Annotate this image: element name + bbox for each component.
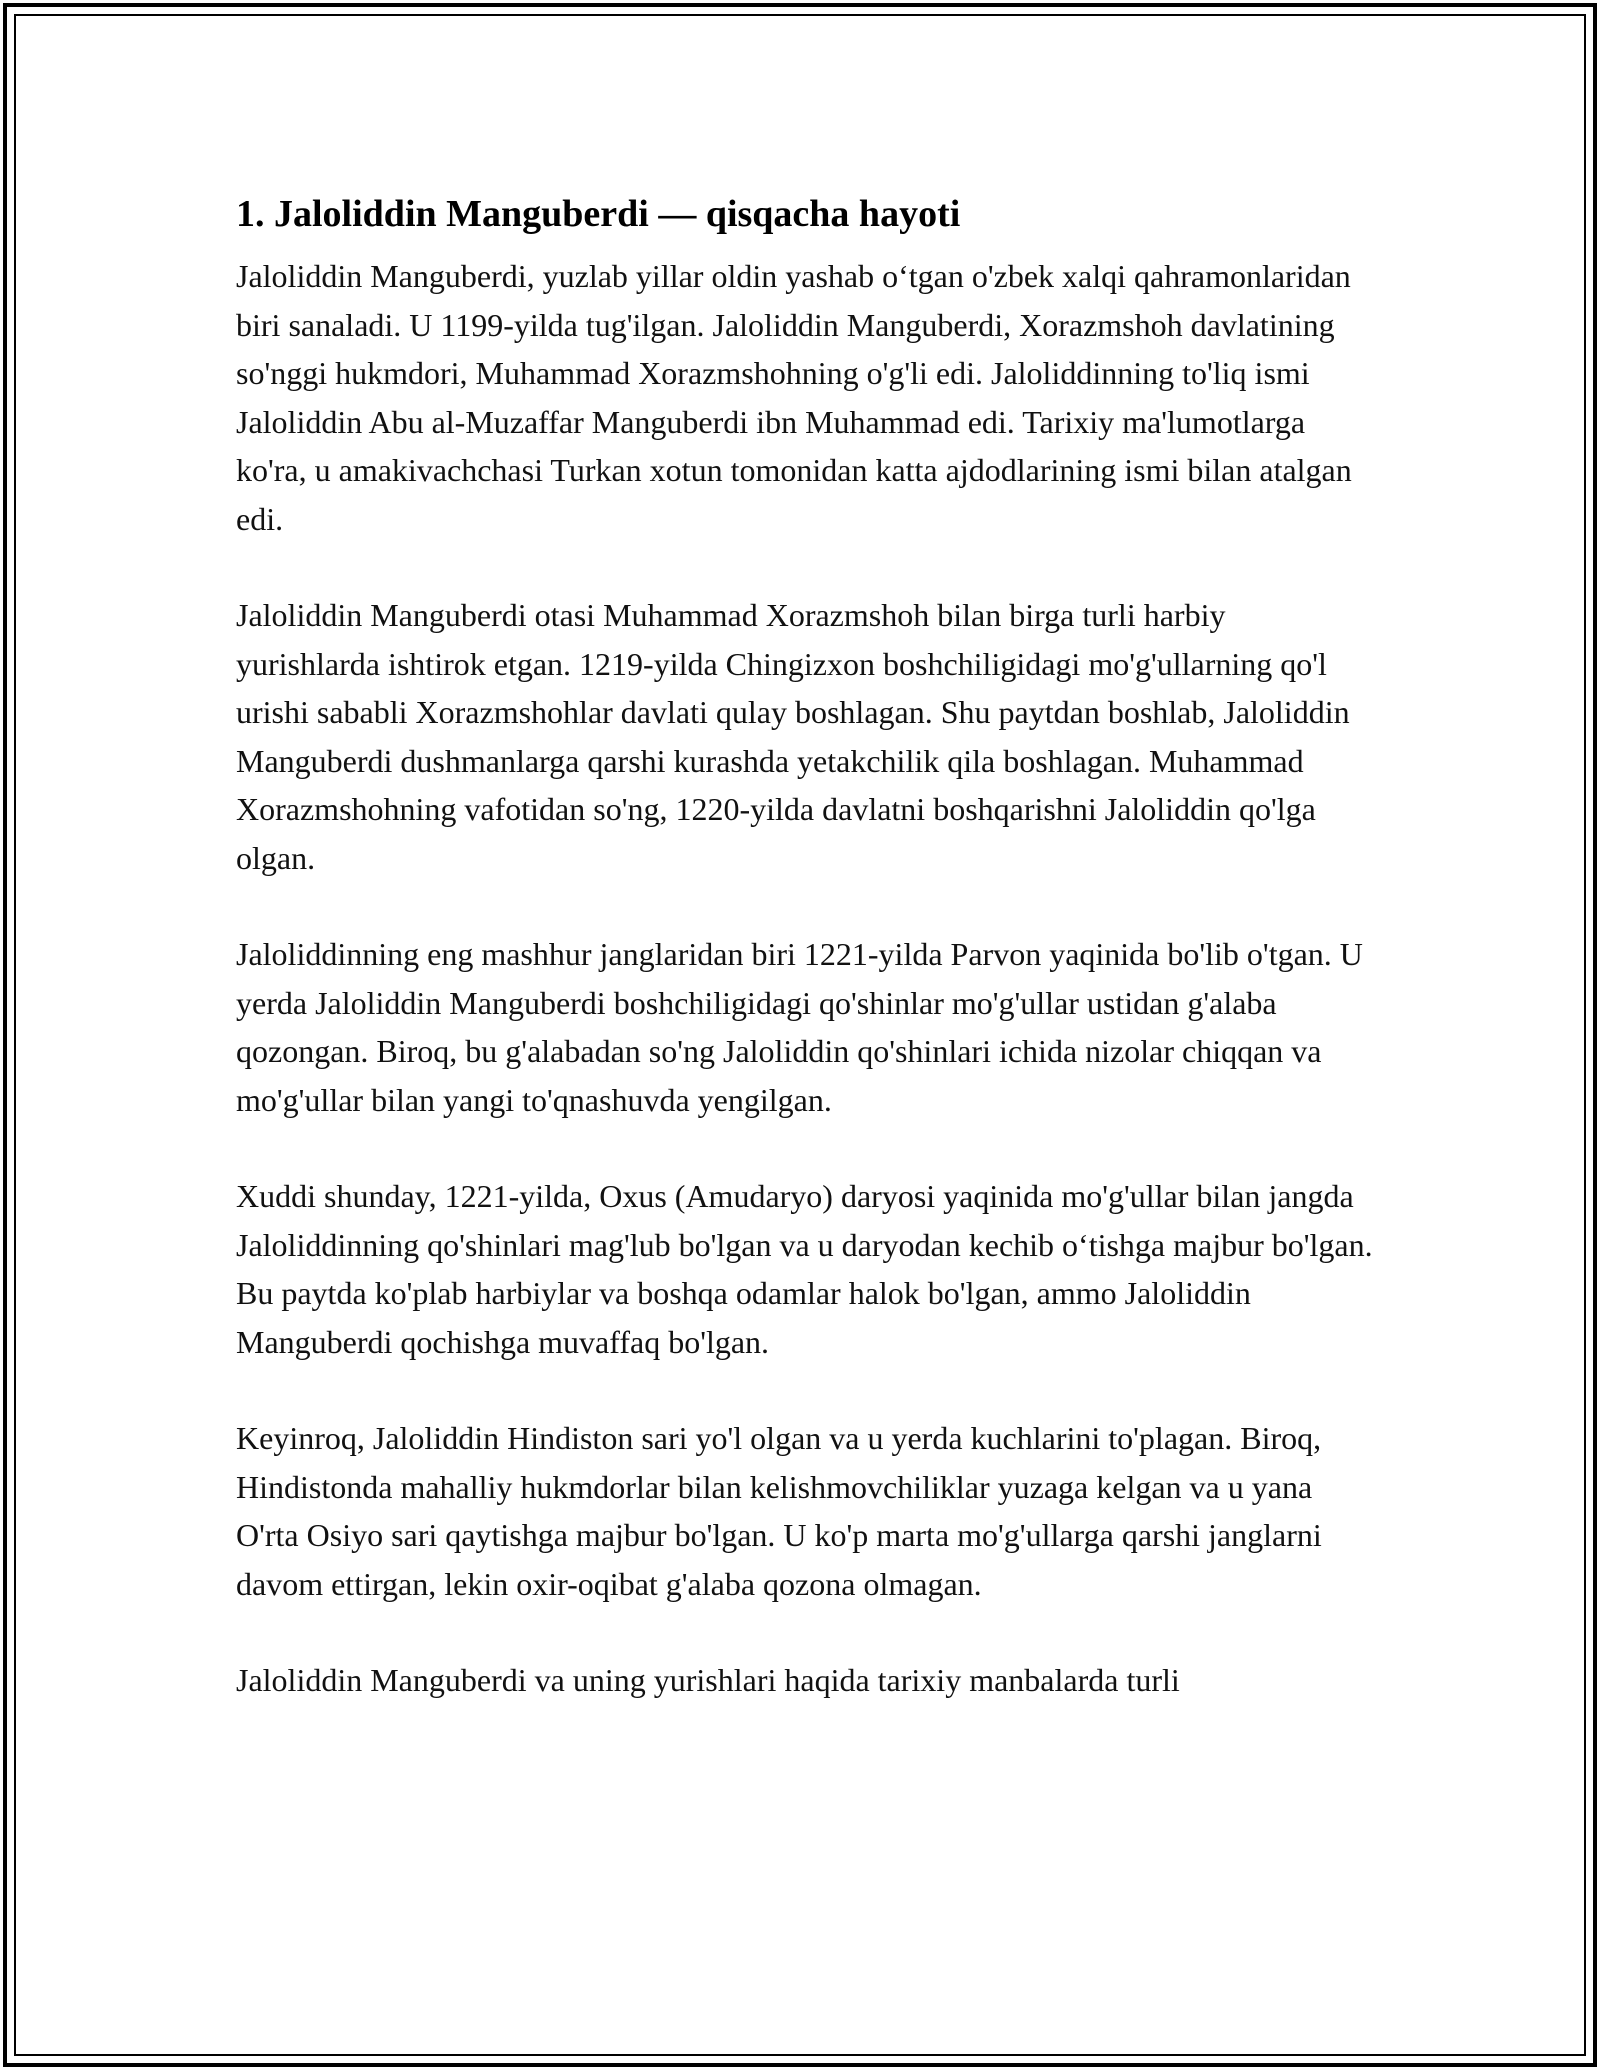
paragraph-military-campaigns: Jaloliddin Manguberdi otasi Muhammad Xorazmshoh bilan birga turli harbiy yurishlarda ishtirok etgan. 1219-yilda Chingizxon boshchiligidagi mo'g'ullarning qo'l urishi sababli Xorazmshohlar davlati qulay boshlagan. Shu paytdan boshlab, Jaloliddin Manguberdi dushmanlarga qarshi kurashda yetakchilik qila boshlagan. Muhammad Xorazmshohning vafotidan so'ng, 1220-yilda davlatni boshqarishni Jaloliddin qo'lga olgan. xyxy=(236,597,1350,876)
paragraph-parvan-battle: Jaloliddinning eng mashhur janglaridan biri 1221-yilda Parvon yaqinida bo'lib o'tgan. U yerda Jaloliddin Manguberdi boshchiligidagi qo'shinlar mo'g'ullar ustidan g'alaba qozongan. Biroq, bu g'alabadan so'ng Jaloliddin qo'shinlari ichida nizolar chiqqan va mo'g'ullar bilan yangi to'qnashuvda yengilgan. xyxy=(236,936,1363,1118)
paragraph-india: Keyinroq, Jaloliddin Hindiston sari yo'l olgan va u yerda kuchlarini to'plagan. Biroq, Hindistonda mahalliy hukmdorlar bilan kelishmovchiliklar yuzaga kelgan va u yana O'rta Osiyo sari qaytishga majbur bo'lgan. U ko'p marta mo'g'ullarga qarshi janglarni davom ettirgan, lekin oxir-oqibat g'alaba qozona olmagan. xyxy=(236,1420,1322,1602)
section-heading: 1. Jaloliddin Manguberdi — qisqacha hayoti xyxy=(236,193,961,235)
paragraph-early-life: Jaloliddin Manguberdi, yuzlab yillar oldin yashab o‘tgan o'zbek xalqi qahramonlaridan biri sanaladi. U 1199-yilda tug'ilgan. Jaloliddin Manguberdi, Xorazmshoh davlatining so'nggi hukmdori, Muhammad Xorazmshohning o'g'li edi. Jaloliddinning to'liq ismi Jaloliddin Abu al-Muzaffar Manguberdi ibn Muhammad edi. Tarixiy ma'lumotlarga ko'ra, u amakivachchasi Turkan xotun tomonidan katta ajdodlarining ismi bilan atalgan edi. xyxy=(236,258,1352,537)
paragraph-historical-sources: Jaloliddin Manguberdi va uning yurishlari haqida tarixiy manbalarda turli xyxy=(236,1662,1180,1698)
document-body xyxy=(236,190,1376,1753)
paragraph-oxus-battle: Xuddi shunday, 1221-yilda, Oxus (Amudaryo) daryosi yaqinida mo'g'ullar bilan jangda Jaloliddinning qo'shinlari mag'lub bo'lgan va u daryodan kechib o‘tishga majbur bo'lgan. Bu paytda ko'plab harbiylar va boshqa odamlar halok bo'lgan, ammo Jaloliddin Manguberdi qochishga muvaffaq bo'lgan. xyxy=(236,1178,1373,1360)
